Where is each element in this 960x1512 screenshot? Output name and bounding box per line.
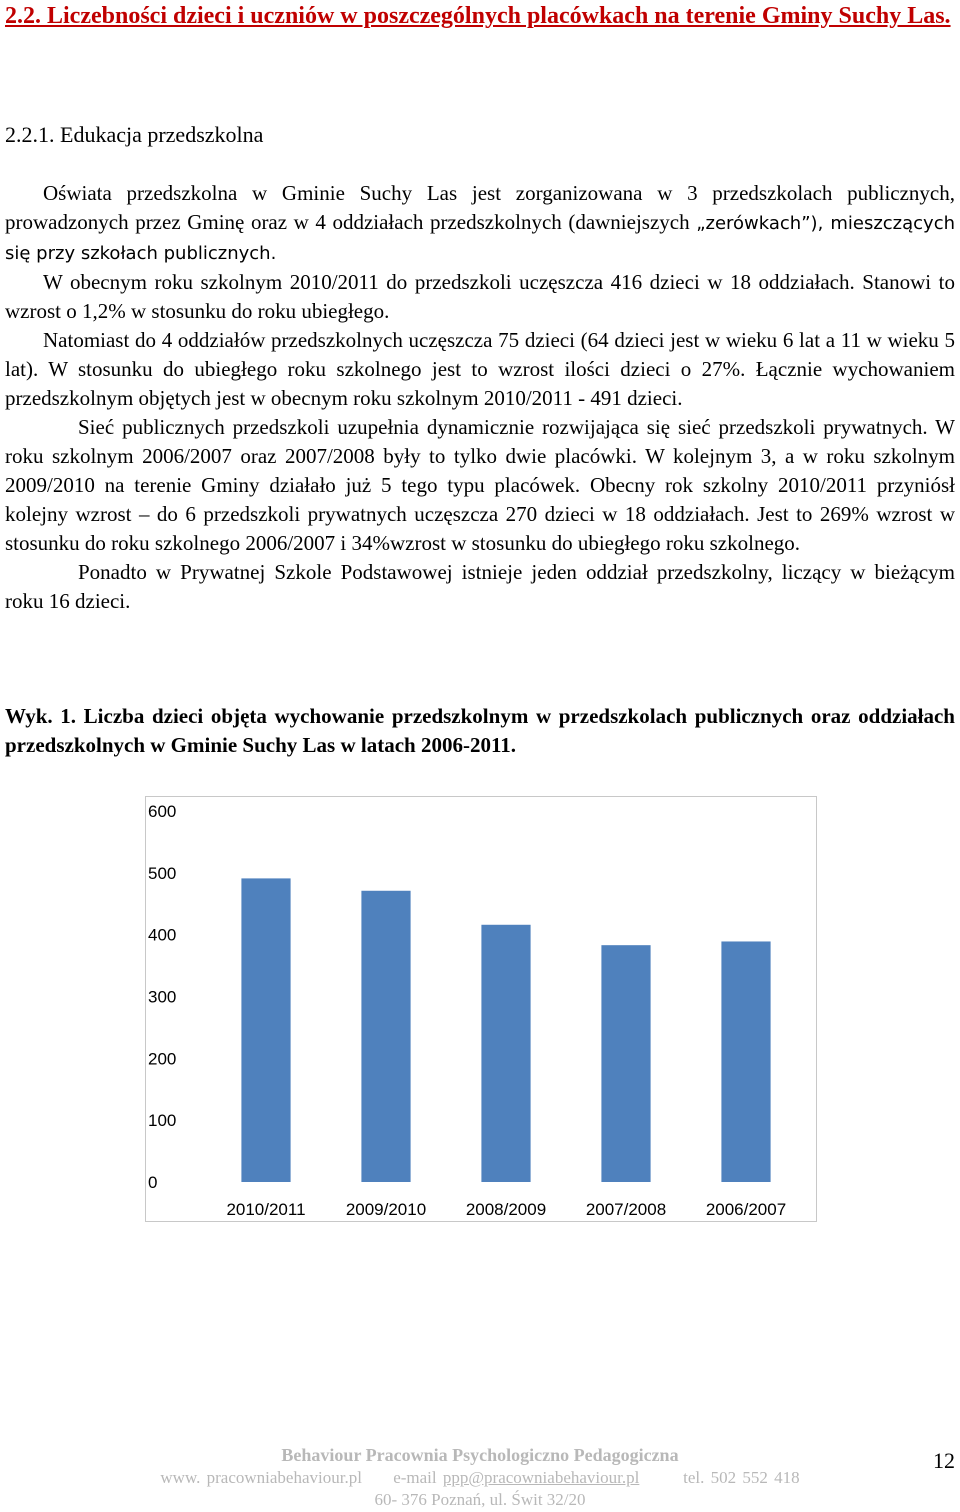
x-tick-label: 2008/2009 [465,1200,547,1219]
footer-address: 60- 376 Poznań, ul. Świt 32/20 [374,1490,586,1509]
paragraph-3: Natomiast do 4 oddziałów przedszkolnych uczęszcza 75 dzieci (64 dzieci jest w wieku 6 lat a 11 w wieku 5 lat). W stosunku do ubiegłego roku szkolnego jest to wzrost ilości dzieci o 27%. Łącznie wychowaniem przedszkolnym objętych jest w obecnym roku szkolnym 2010/2011 - 491 dzieci. [5,328,955,410]
paragraph-5: Ponadto w Prywatnej Szkole Podstawowej istnieje jeden oddział przedszkolny, liczący w bieżącym roku 16 dzieci. [5,560,955,613]
x-tick-label: 2006/2007 [705,1200,787,1219]
section-heading: 2.2. Liczebności dzieci i uczniów w poszczególnych placówkach na terenie Gminy Suchy Las. [5,3,951,29]
bar-chart [145,796,817,1222]
y-tick-label: 0 [148,1173,158,1192]
paragraph-1 [5,179,955,268]
x-tick-label: 2009/2010 [345,1200,427,1219]
body-text [5,179,955,616]
footer-email-label: e-mail [393,1468,437,1487]
bar-2010-2011 [241,878,290,1182]
x-tick-label: 2010/2011 [226,1200,306,1219]
bar-2006-2007 [721,941,770,1182]
paragraph-1-text: Oświata przedszkolna w Gminie Suchy Las jest zorganizowana w 3 przedszkolach publicznych, prowadzonych przez Gminę oraz w 4 oddziałach przedszkolnych (dawniejszych [5,181,955,234]
chart-canvas [146,797,818,1223]
figure-caption: Wyk. 1. Liczba dzieci objęta wychowanie przedszkolnym w przedszkolach publicznych oraz oddziałach przedszkolnych w Gminie Suchy Las w latach 2006-2011. [5,704,955,757]
paragraph-2: W obecnym roku szkolnym 2010/2011 do przedszkoli uczęszcza 416 dzieci w 18 oddziałach. Stanowi to wzrost o 1,2% w stosunku do roku ubiegłego. [5,270,955,323]
y-tick-label: 500 [148,863,177,883]
y-tick-label: 200 [148,1049,177,1069]
y-tick-label: 400 [148,925,177,945]
footer-contact [0,1468,960,1488]
bar-2009-2010 [361,891,410,1182]
bar-2008-2009 [481,925,530,1182]
page-number: 12 [933,1448,955,1473]
footer-phone: tel. 502 552 418 [683,1468,800,1487]
y-tick-label: 600 [148,802,177,821]
footer-website[interactable]: www. pracowniabehaviour.pl [160,1468,362,1487]
bar-2007-2008 [601,945,650,1182]
y-tick-label: 300 [148,987,177,1007]
y-tick-label: 100 [148,1111,177,1131]
x-tick-label: 2007/2008 [585,1200,667,1219]
paragraph-4: Sieć publicznych przedszkoli uzupełnia dynamicznie rozwijająca się sieć przedszkoli prywatnych. W roku szkolnym 2006/2007 oraz 2007/2008 były to tylko dwie placówki. W kolejnym 3, a w roku szkolnym 2009/2010 na terenie Gminy działało już 5 tego typu placówek. Obecny rok szkolny 2010/2011 przyniósł kolejny wzrost – do 6 przedszkoli prywatnych uczęszcza 270 dzieci w 18 oddziałach. Jest to 269% wzrost w stosunku do roku szkolnego 2006/2007 i 34%wzrost w stosunku do ubiegłego roku szkolnego. [5,415,955,555]
footer-email-link[interactable]: ppp@pracowniabehaviour.pl [442,1468,640,1487]
footer-title: Behaviour Pracownia Psychologiczno Pedagogiczna [281,1445,679,1465]
subsection-heading: 2.2.1. Edukacja przedszkolna [5,122,264,147]
paragraph-1-sans-text: „zerówkach”), mieszczących się przy szkołach publicznych. [5,213,955,264]
